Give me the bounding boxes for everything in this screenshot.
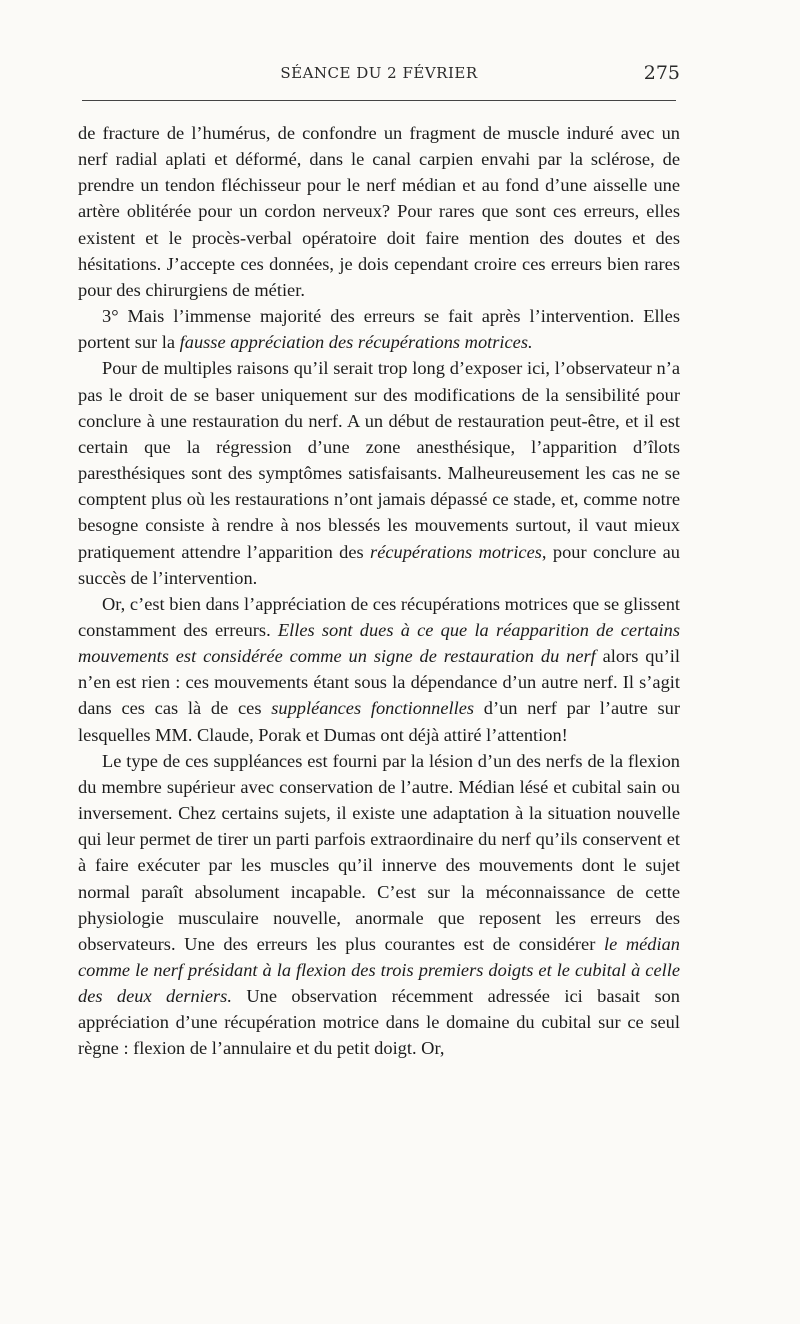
- text-run: Le type de ces suppléances est fourni par la lésion d’un des nerfs de la flexion du membre supérieur avec conservation de l’autre. Médian lésé et cubital sain ou inversement. Chez certains sujets, il existe une adaptation à la situation nouvelle qui leur permet de tirer un parti parfois extraordinaire du nerf qu’ils conservent et à faire exécuter par les muscles qu’il innerve des mouvements dont le sujet normal paraît absolument incapable. C’est sur la méconnaissance de cette physiologie musculaire nouvelle, anormale que reposent les erreurs des observateurs. Une des erreurs les plus courantes est de considérer: [78, 750, 680, 954]
- paragraph: [78, 748, 680, 1062]
- body-text: [78, 120, 680, 1062]
- text-run: d’un nerf par l’autre sur lesquelles MM. Claude, Porak et Dumas ont déjà attiré l’attention!: [78, 698, 680, 745]
- text-run: 3° Mais l’immense majorité des erreurs se fait après l’intervention. Elles portent sur la: [78, 306, 680, 353]
- italic-text: suppléances fonctionnelles: [271, 698, 475, 719]
- header-rule: [82, 100, 676, 101]
- text-run: de fracture de l’humérus, de confondre un fragment de muscle induré avec un nerf radial aplati et déformé, dans le canal carpien envahi par la sclérose, de prendre un tendon fléchisseur pour le nerf médian et au fond d’une aisselle une artère oblitérée pour un cordon nerveux? Pour rares que sont ces erreurs, elles existent et le procès-verbal opératoire doit faire mention des doutes et des hésitations. J’accepte ces données, je dois cependant croire ces erreurs bien rares pour des chirurgiens de métier.: [78, 123, 680, 300]
- text-run: , pour conclure au succès de l’intervention.: [78, 541, 680, 588]
- italic-text: Elles sont dues à ce que la réapparition de certains mouvements est considérée comme un signe de restauration du nerf: [78, 619, 680, 667]
- text-run: alors qu’il n’en est rien : ces mouvements étant sous la dépendance d’un autre nerf. Il s’agit dans ces cas là de ces: [78, 646, 680, 719]
- paragraph: [78, 120, 680, 303]
- page-number: 275: [643, 62, 680, 84]
- paragraph: [78, 355, 680, 590]
- italic-text: le médian comme le nerf présidant à la flexion des trois premiers doigts et le cubital à celle des deux derniers.: [78, 933, 680, 1007]
- page-header: [78, 62, 680, 86]
- italic-text: récupérations motrices: [370, 541, 542, 562]
- text-run: Pour de multiples raisons qu’il serait trop long d’exposer ici, l’observateur n’a pas le droit de se baser uniquement sur des modifications de la sensibilité pour conclure à une restauration du nerf. A un début de restauration peut-être, et il est certain que la régression d’une zone anesthésique, l’apparition d’îlots paresthésiques sont des symptômes satisfaisants. Malheureusement les cas ne se comptent plus où les restaurations n’ont jamais dépassé ce stade, et, comme notre besogne consiste à rendre à nos blessés les mouvements surtout, il vaut mieux pratiquement attendre l’apparition des: [78, 358, 680, 562]
- text-run: Une observation récemment adressée ici basait son appréciation d’une récupération motrice dans le domaine du cubital sur ce seul règne : flexion de l’annulaire et du petit doigt. Or,: [78, 986, 680, 1059]
- running-title: SÉANCE DU 2 FÉVRIER: [280, 64, 478, 82]
- paragraph: [78, 303, 680, 355]
- paragraph: [78, 591, 680, 748]
- italic-text: fausse appréciation des récupérations motrices.: [179, 332, 533, 353]
- text-run: Or, c’est bien dans l’appréciation de ces récupérations motrices que se glissent constamment des erreurs.: [78, 593, 680, 640]
